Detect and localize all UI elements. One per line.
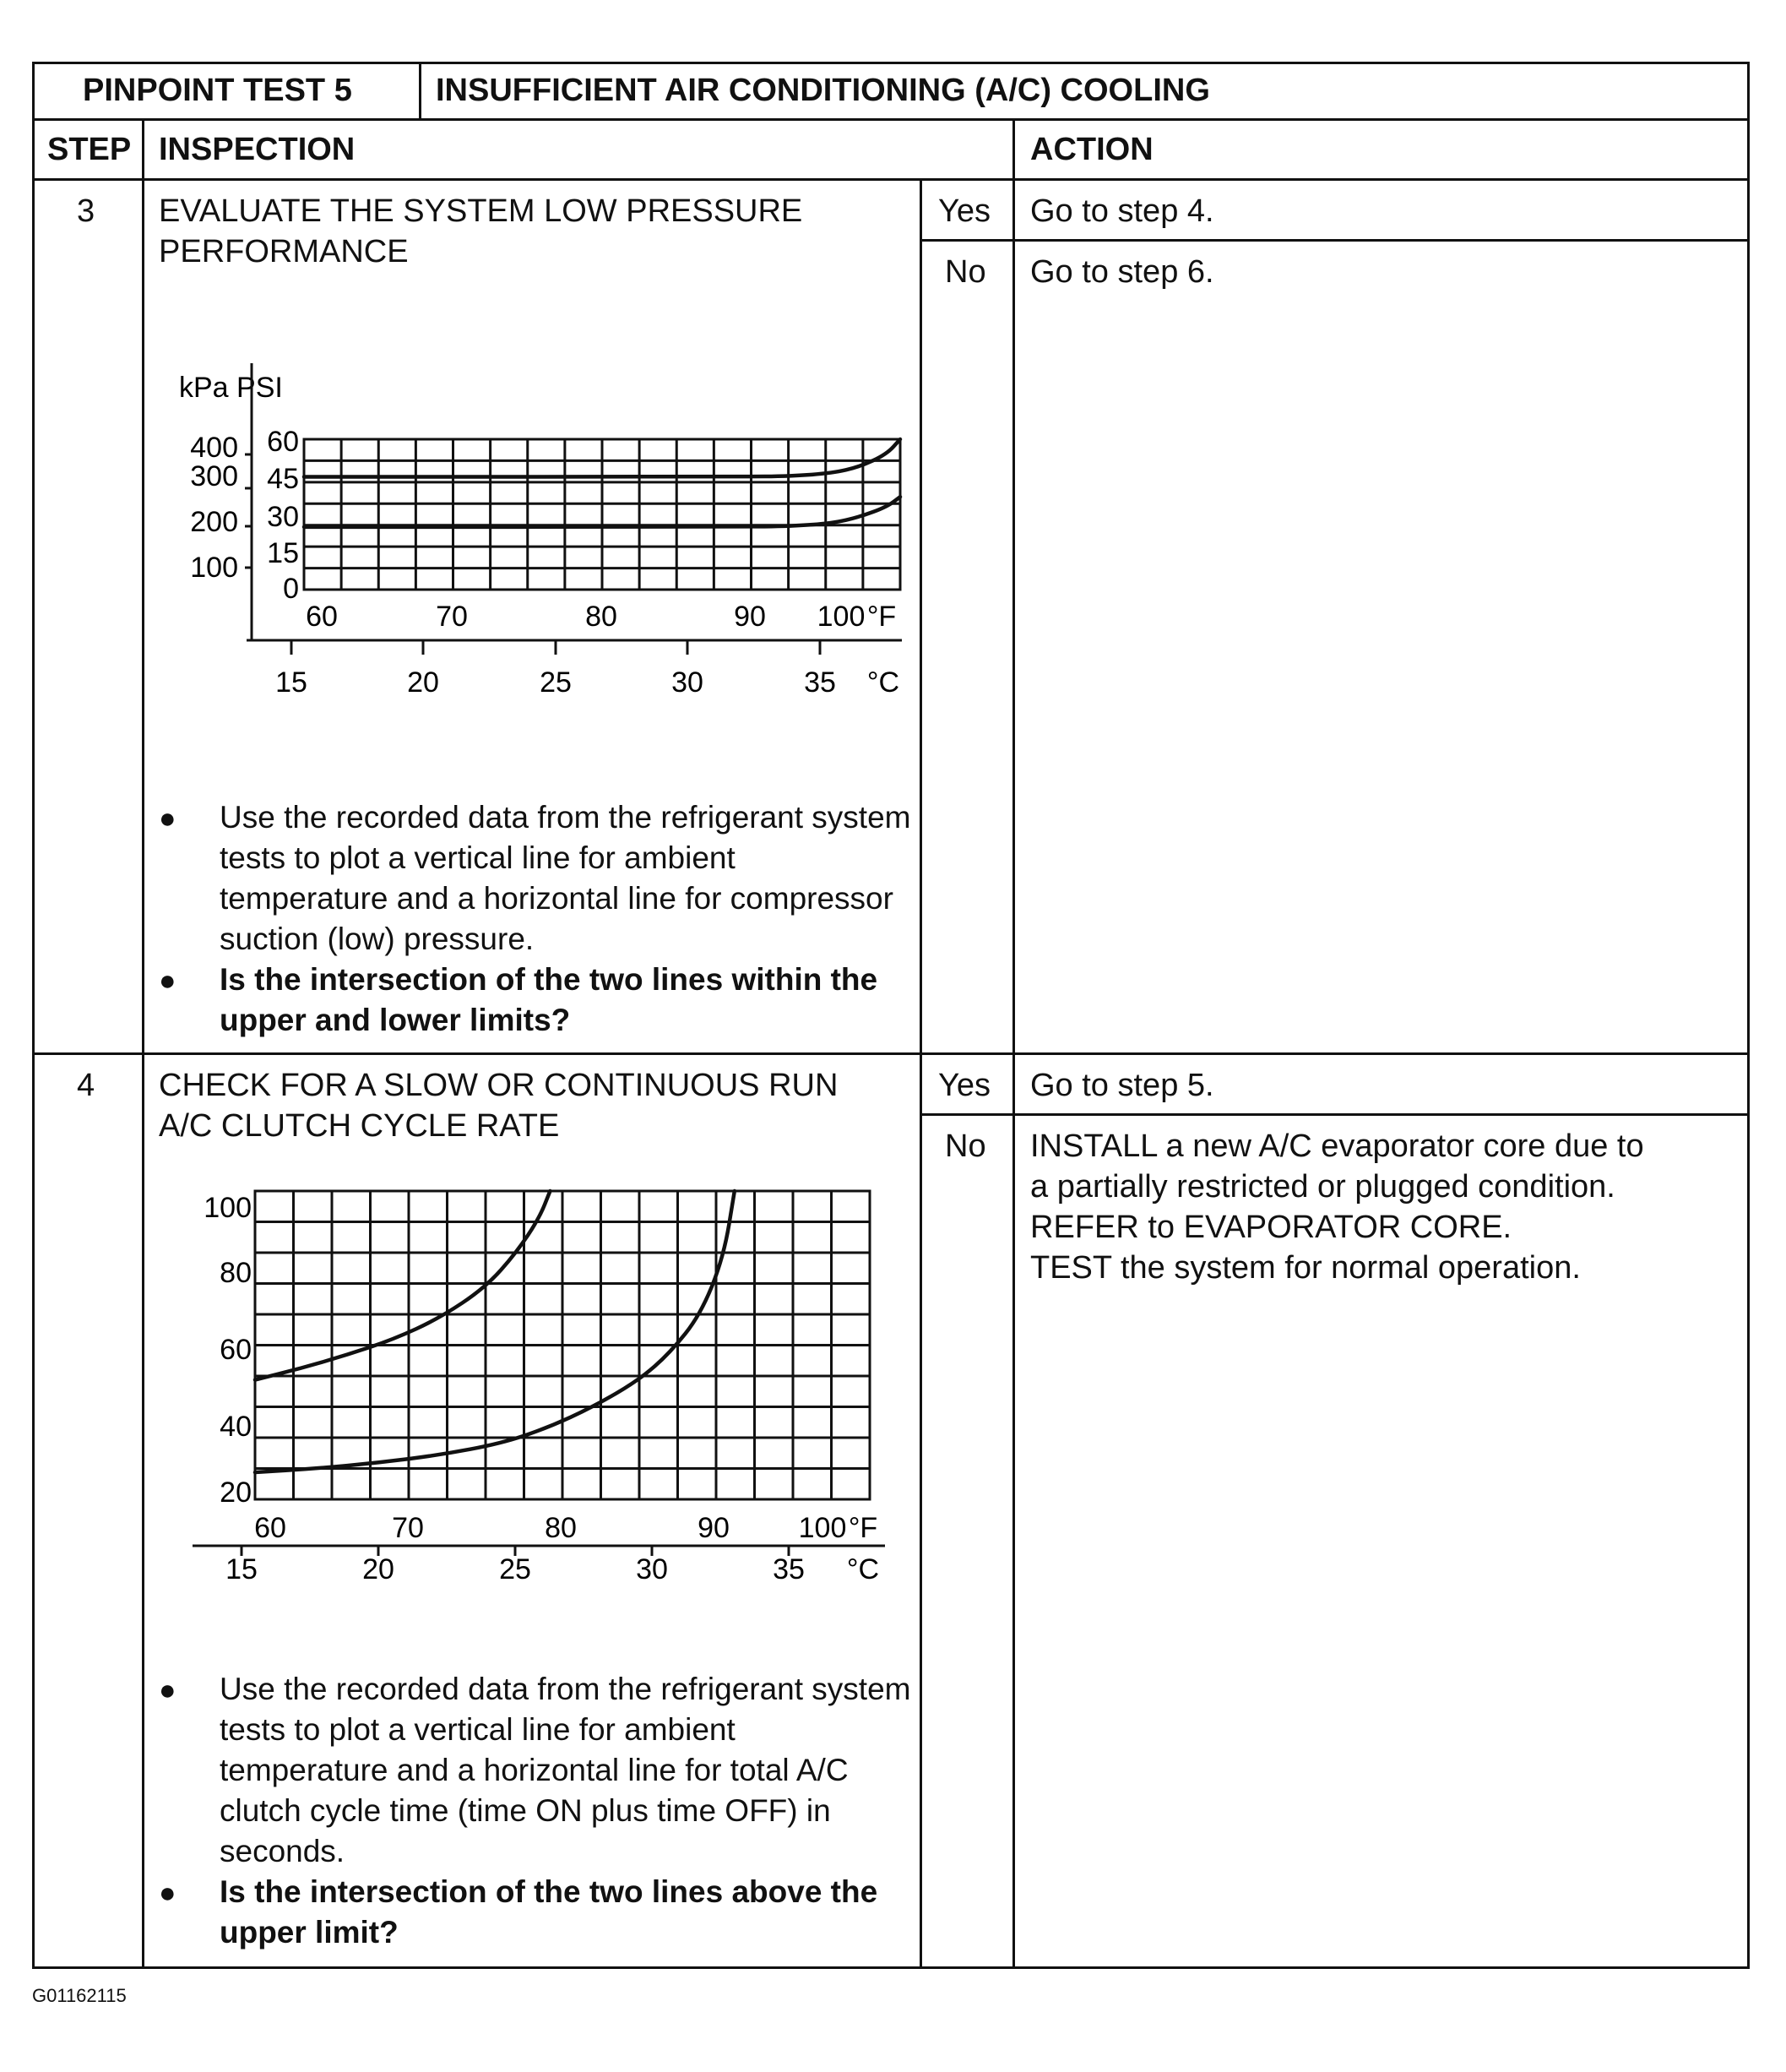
step-column-header: STEP: [47, 132, 132, 167]
low-pressure-chart: [169, 363, 912, 710]
step4-number: 4: [77, 1068, 95, 1103]
chart1-c-tick: 25: [540, 666, 572, 699]
chart2-curve-lower: [255, 1191, 735, 1472]
chart1-f-tick: 80: [585, 601, 617, 633]
step3-title-line2: PERFORMANCE: [159, 234, 409, 269]
chart1-x-f-labels: [306, 601, 896, 633]
chart1-f-tick: 90: [734, 601, 766, 633]
step4-no-action-line1: INSTALL a new A/C evaporator core due to: [1030, 1128, 1644, 1164]
step4-yes-label: Yes: [938, 1068, 991, 1103]
step4-no-label: No: [945, 1128, 986, 1164]
chart1-psi-tick: 0: [283, 573, 299, 605]
chart1-f-tick: 60: [306, 601, 338, 633]
header-title-divider: [419, 62, 421, 121]
chart2-curve-upper: [255, 1191, 550, 1380]
chart1-f-tick: 70: [436, 601, 468, 633]
chart1-c-tick: 20: [407, 666, 439, 699]
chart1-kpa-tick: 300: [190, 460, 238, 492]
chart2-y-tick: 100: [204, 1192, 252, 1224]
action-column-header: ACTION: [1030, 132, 1154, 167]
chart1-psi-tick: 60: [267, 426, 299, 458]
step3-bullet1-dot: ●: [159, 802, 176, 835]
step3-bullet2-text: Is the intersection of the two lines within the upper and lower limits?: [220, 962, 878, 1037]
yes-no-column-divider: [920, 178, 922, 1969]
chart1-kpa-tick: 100: [190, 552, 238, 584]
chart2-f-tick: 90: [698, 1512, 730, 1544]
step-column-divider: [142, 118, 144, 1969]
step4-no-action-line4: TEST the system for normal operation.: [1030, 1250, 1581, 1286]
chart2-c-tick: 20: [362, 1553, 394, 1580]
step3-yes-divider: [920, 239, 1750, 242]
step3-title-line1: EVALUATE THE SYSTEM LOW PRESSURE: [159, 193, 803, 229]
chart1-f-unit: °F: [866, 601, 897, 633]
column-header-divider: [32, 178, 1750, 181]
chart2-x-f-labels: [254, 1512, 877, 1544]
chart2-y-tick: 60: [220, 1334, 252, 1366]
pinpoint-test-label: PINPOINT TEST 5: [83, 73, 352, 108]
chart2-c-tick: 35: [773, 1553, 805, 1580]
figure-id: G01162115: [32, 1985, 127, 2006]
chart1-kpa-tick: 200: [190, 506, 238, 538]
step4-title-line2: A/C CLUTCH CYCLE RATE: [159, 1108, 560, 1144]
step3-number: 3: [77, 193, 95, 229]
step4-no-action-line2: a partially restricted or plugged condition.: [1030, 1169, 1615, 1205]
step-divider: [32, 1052, 1750, 1055]
chart1-y-kpa-labels: [190, 432, 238, 584]
step3-no-label: No: [945, 254, 986, 290]
chart1-x-c-labels: [275, 666, 899, 699]
chart2-f-tick: 100: [798, 1512, 847, 1544]
action-column-divider: [1012, 118, 1015, 1969]
chart2-f-tick: 60: [254, 1512, 286, 1544]
step4-bullet1-dot: ●: [159, 1674, 176, 1706]
chart2-curves: [255, 1191, 735, 1472]
step3-yes-label: Yes: [938, 193, 991, 229]
step3-bullet1-text: Use the recorded data from the refrigerant system tests to plot a vertical line for ambient temperature and a horizontal line for compressor suction (low) pressure.: [220, 800, 911, 956]
chart1-c-tick: 35: [804, 666, 836, 699]
chart1-kpa-tick: 400: [190, 432, 238, 464]
chart2-y-tick: 40: [220, 1411, 252, 1443]
chart1-psi-tick: 45: [267, 463, 299, 495]
chart2-y-labels: [204, 1192, 252, 1509]
step4-no-action-line3: REFER to EVAPORATOR CORE.: [1030, 1210, 1512, 1245]
clutch-cycle-chart: [169, 1174, 912, 1580]
chart2-c-tick: 30: [636, 1553, 668, 1580]
chart2-c-tick: 15: [225, 1553, 258, 1580]
chart2-x-c-labels: [225, 1553, 879, 1580]
step4-bullet2-text: Is the intersection of the two lines above the upper limit?: [220, 1874, 878, 1950]
chart1-grid: [304, 439, 900, 590]
step4-bullet2-dot: ●: [159, 1877, 176, 1909]
step3-yes-action: Go to step 4.: [1030, 193, 1214, 229]
chart1-c-tick: 30: [671, 666, 703, 699]
step4-title-line1: CHECK FOR A SLOW OR CONTINUOUS RUN: [159, 1068, 839, 1103]
step3-no-action: Go to step 6.: [1030, 254, 1214, 290]
chart1-c-unit: °C: [866, 666, 900, 699]
chart1-c-tick: 15: [275, 666, 307, 699]
chart2-y-tick: 20: [220, 1477, 252, 1509]
chart1-f-tick: 100: [817, 601, 866, 633]
chart1-psi-tick: 15: [267, 537, 299, 569]
chart1-psi-tick: 30: [267, 501, 299, 533]
chart1-units-label: kPa PSI: [179, 372, 283, 404]
chart2-y-tick: 80: [220, 1257, 252, 1289]
chart2-f-unit: °F: [848, 1512, 878, 1544]
chart1-y-psi-labels: [267, 426, 299, 605]
chart2-c-tick: 25: [499, 1553, 531, 1580]
step4-yes-action: Go to step 5.: [1030, 1068, 1214, 1103]
chart2-grid: [255, 1191, 870, 1499]
pinpoint-test-title: INSUFFICIENT AIR CONDITIONING (A/C) COOLING: [436, 73, 1210, 108]
step4-yes-divider: [920, 1113, 1750, 1116]
header-divider: [32, 118, 1750, 121]
chart2-f-tick: 70: [392, 1512, 424, 1544]
chart2-c-unit: °C: [846, 1553, 880, 1580]
chart2-f-tick: 80: [545, 1512, 577, 1544]
inspection-column-header: INSPECTION: [159, 132, 356, 167]
step4-bullet1-text: Use the recorded data from the refrigerant system tests to plot a vertical line for ambient temperature and a horizontal line for total A/C clutch cycle time (time ON plus time OFF) in seconds.: [220, 1672, 911, 1868]
step3-bullet2-dot: ●: [159, 965, 176, 997]
